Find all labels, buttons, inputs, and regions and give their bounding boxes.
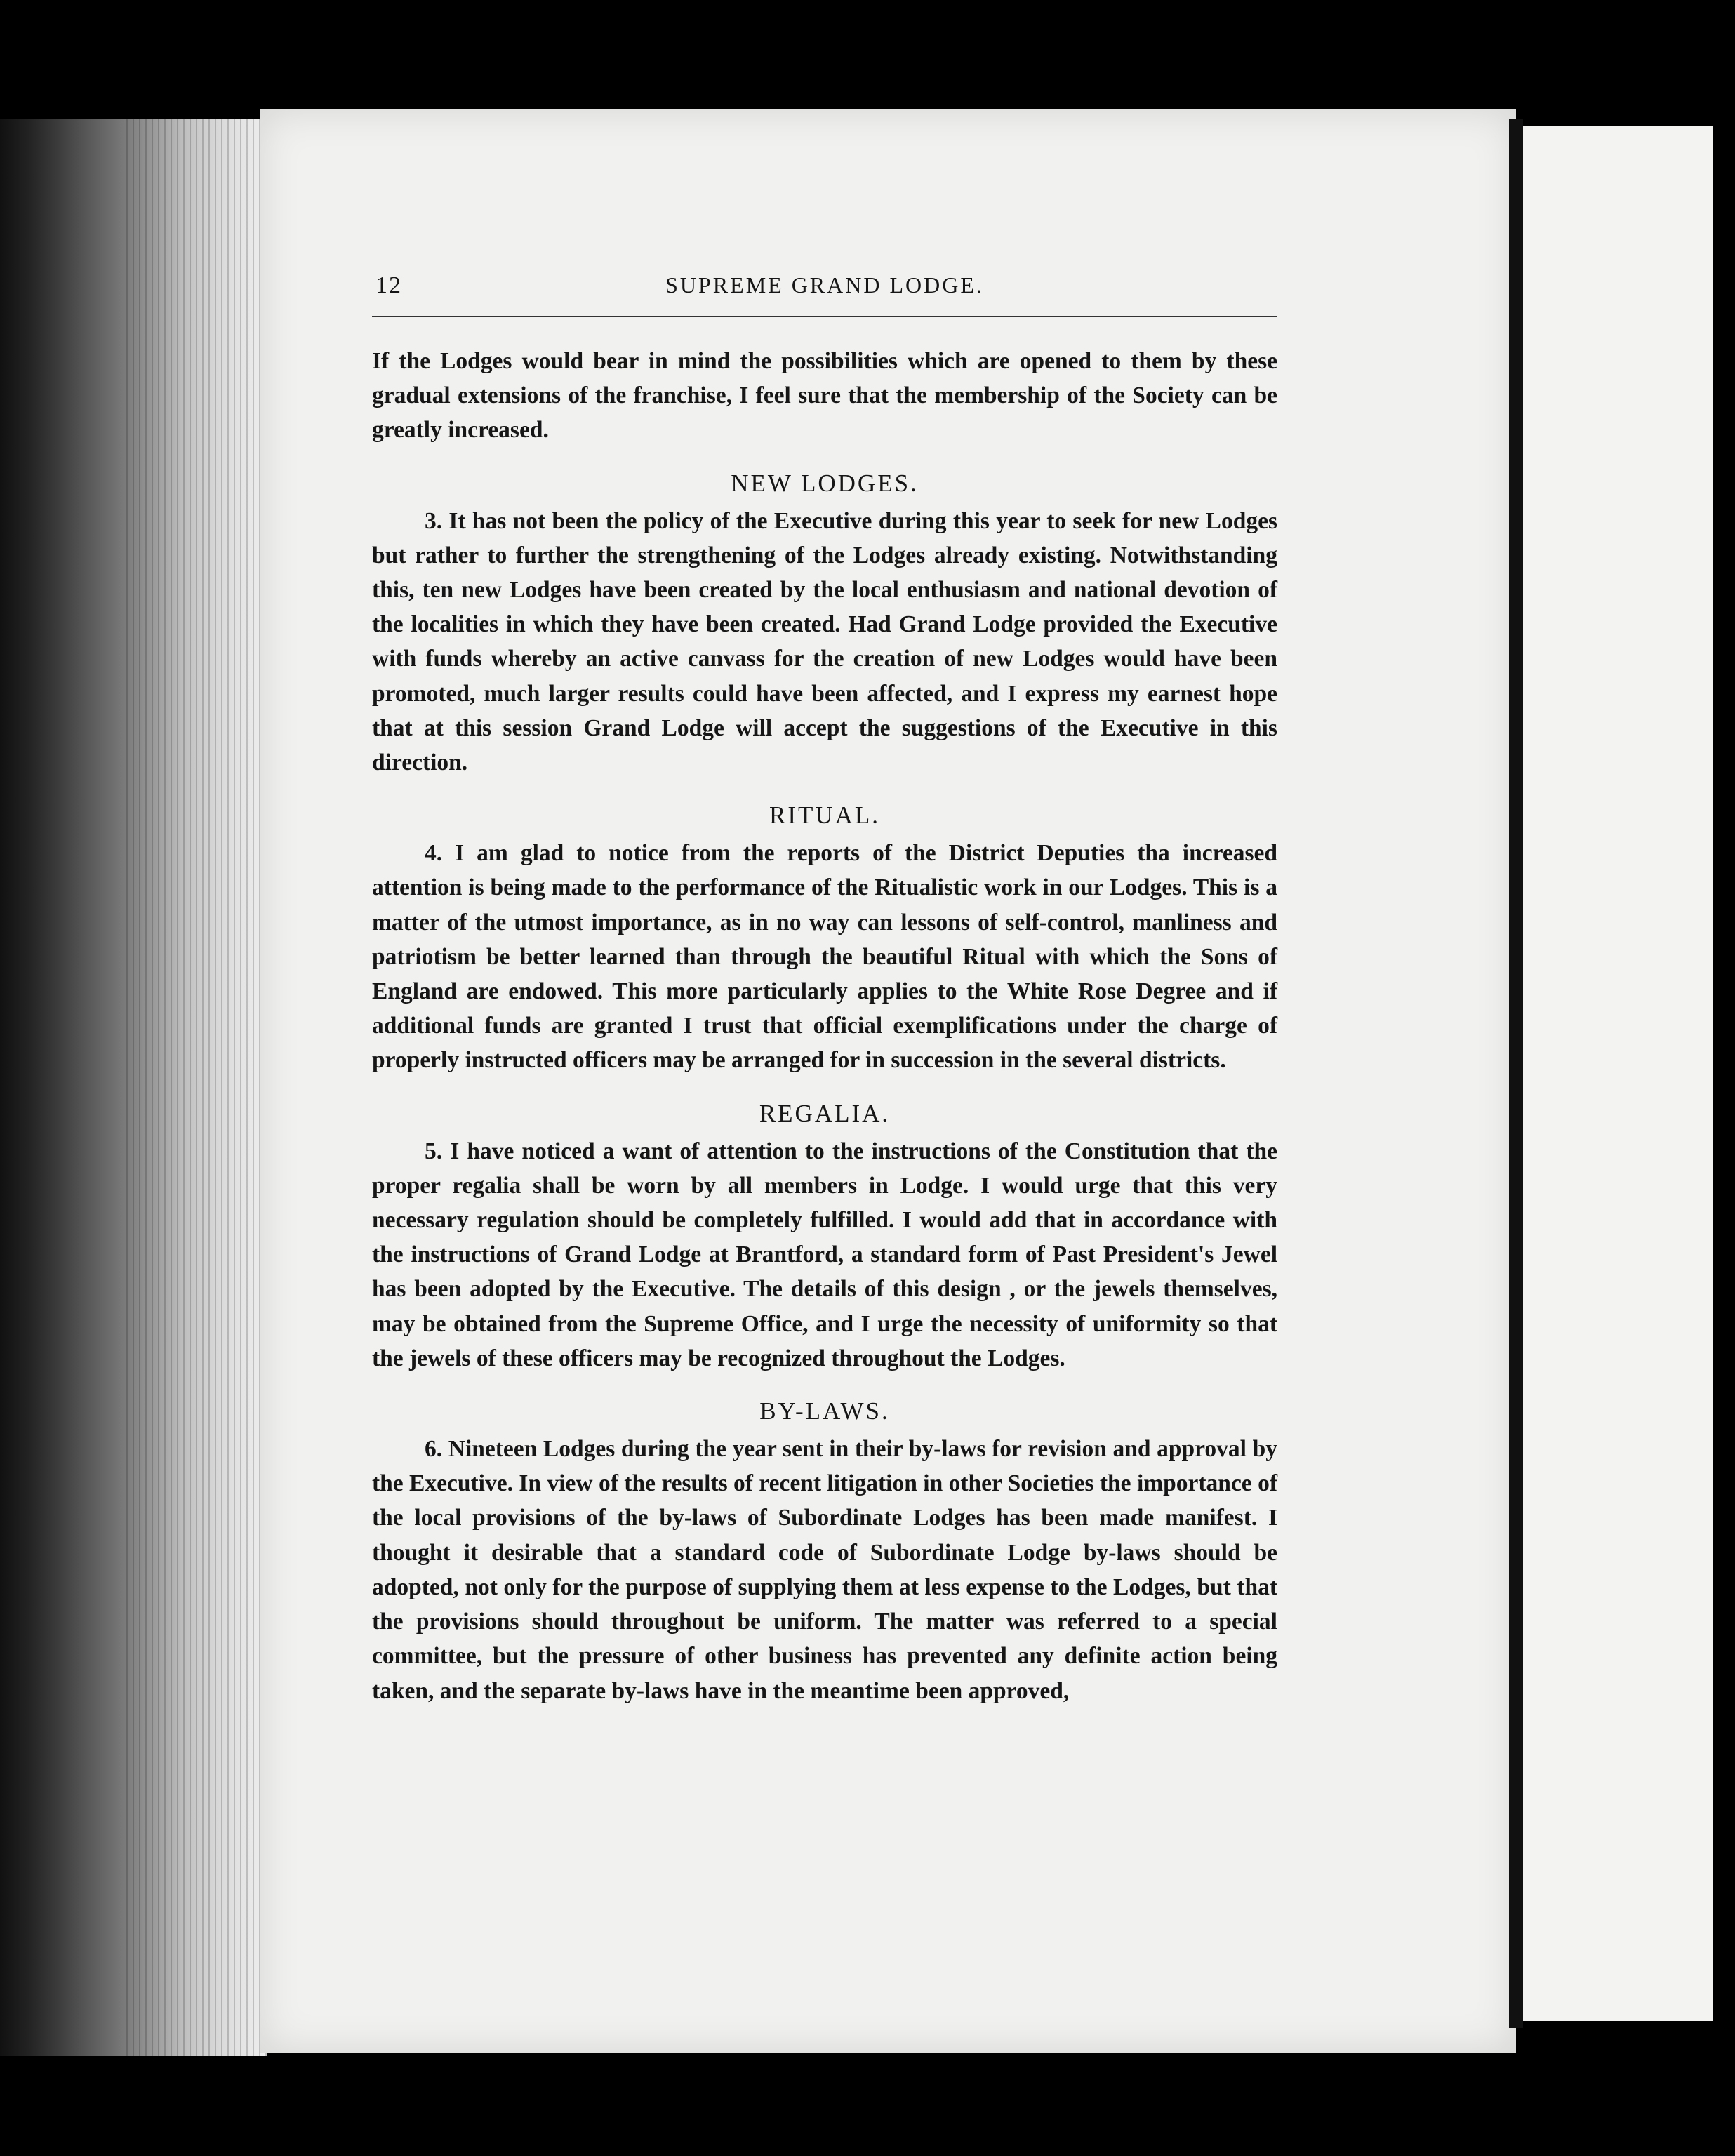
page-number: 12 xyxy=(375,272,402,298)
running-title: SUPREME GRAND LODGE. xyxy=(665,272,984,298)
section-body-ritual: 4. I am glad to notice from the reports of the District Deputies tha increased attention is being made to the performance of the Ritualistic work in our Lodges. This is a matter of the utmost importance, as in no way can lessons of self-control, manliness and patriotism be better learned than through the beautiful Ritual with which the Sons of England are endowed. This more particularly applies to the White Rose Degree and if additional funds are granted I trust that official exemplifications under the charge of properly instructed officers may be arranged for in succession in the several districts. xyxy=(372,840,1277,1074)
facing-page-edge xyxy=(1523,126,1713,2021)
section-heading-ritual: RITUAL. xyxy=(769,801,881,830)
page-edge-lines xyxy=(126,119,267,2056)
header-rule xyxy=(372,316,1277,317)
section-heading-by-laws: BY-LAWS. xyxy=(759,1397,890,1425)
section-body-regalia: 5. I have noticed a want of attention to the instructions of the Constitution that the proper regalia shall be worn by all members in Lodge. I would urge that this very necessary regulation should be completely fulfilled. I would add that in accordance with the instructions of Grand Lodge at Brantford, a standard form of Past President's Jewel has been adopted by the Executive. The details of this design , or the jewels themselves, may be obtained from the Supreme Office, and I urge the necessity of uniformity so that the jewels of these officers may be recognized throughout the Lodges. xyxy=(372,1138,1277,1371)
page-content xyxy=(372,267,1277,1708)
running-header xyxy=(372,267,1277,309)
section-heading-new-lodges: NEW LODGES. xyxy=(731,469,919,497)
book-gutter xyxy=(1509,119,1523,2028)
section-body-new-lodges: 3. It has not been the policy of the Executive during this year to seek for new Lodges but rather to further the strengthening of the Lodges already existing. Notwithstanding this, ten new Lodges have been created by the local enthusiasm and national devotion of the localities in which they have been created. Had Grand Lodge provided the Executive with funds whereby an active canvass for the creation of new Lodges would have been promoted, much larger results could have been affected, and I express my earnest hope that at this session Grand Lodge will accept the suggestions of the Executive in this direction. xyxy=(372,507,1277,776)
section-heading-regalia: REGALIA. xyxy=(759,1099,891,1127)
section-body-by-laws: 6. Nineteen Lodges during the year sent in their by-laws for revision and approval by the Executive. In view of the results of recent litigation in other Societies the importance of the local provisions of the by-laws of Subordinate Lodges has been made manifest. I thought it desirable that a standard code of Subordinate Lodge by-laws should be adopted, not only for the purpose of supplying them at less expense to the Lodges, but that the provisions should throughout be uniform. The matter was referred to a special committee, but the pressure of other business has prevented any definite action being taken, and the separate by-laws have in the meantime been approved, xyxy=(372,1436,1277,1704)
intro-paragraph: If the Lodges would bear in mind the possibilities which are opened to them by these gradual extensions of the franchise, I feel sure that the membership of the Society can be greatly increased. xyxy=(372,348,1277,444)
